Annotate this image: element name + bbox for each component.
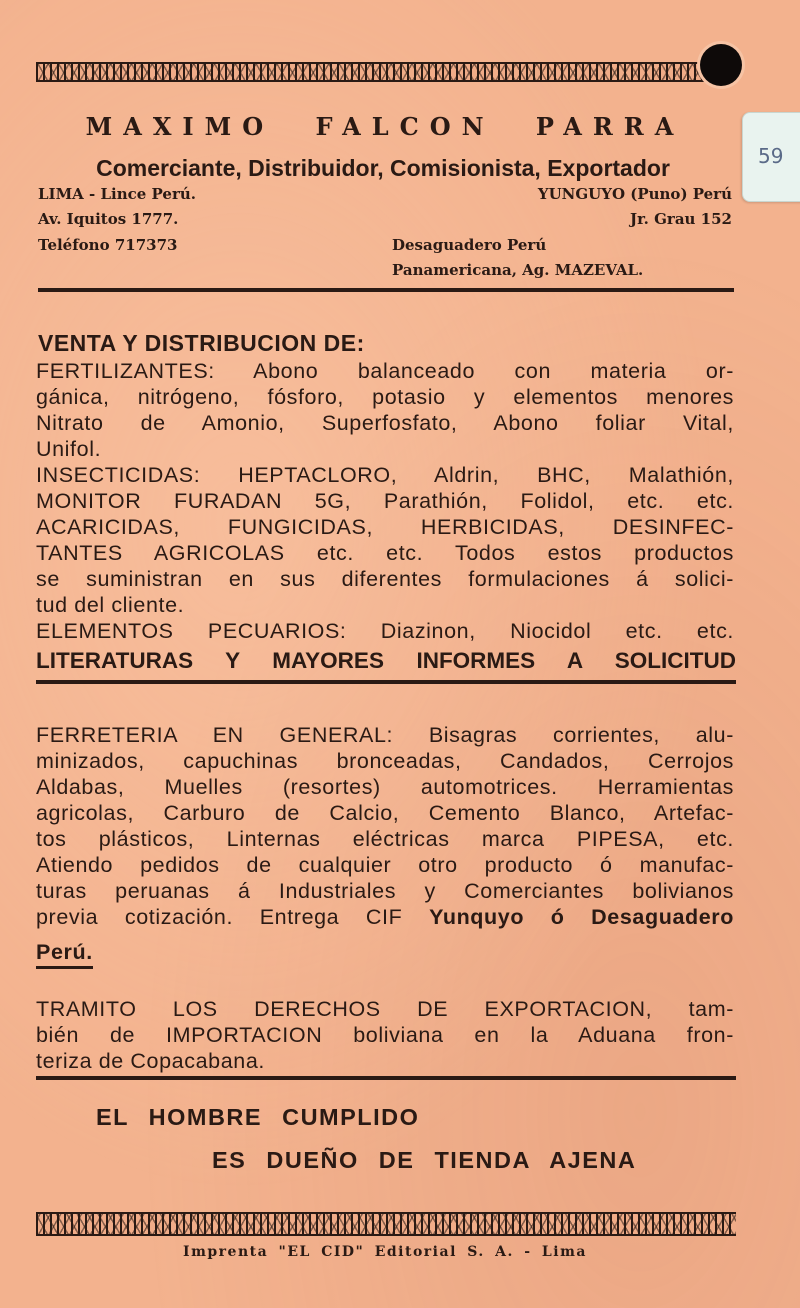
top-decorative-border — [36, 62, 736, 82]
bottom-decorative-border — [36, 1212, 736, 1236]
delivery-locations: Yunquyo ó Desaguadero — [429, 905, 734, 930]
customs-line: TRAMITO LOS DERECHOS DE EXPORTACION, tam- — [36, 997, 734, 1021]
delivery-terms: previa cotización. Entrega CIF — [36, 905, 403, 929]
motto-line-2: ES DUEÑO DE TIENDA AJENA — [212, 1147, 637, 1173]
products-line: Nitrato de Amonio, Superfosfato, Abono foliar Vital, — [36, 411, 734, 435]
products-line: MONITOR FURADAN 5G, Parathión, Folidol, etc. etc. — [36, 489, 734, 513]
header-divider — [38, 288, 734, 292]
merchant-name: MAXIMO FALCON PARRA — [85, 112, 685, 141]
products-divider — [36, 680, 736, 684]
hardware-line: Aldabas, Muelles (resortes) automotrices. Herramientas — [36, 775, 734, 799]
hardware-line: turas peruanas á Industriales y Comerciantes bolivianos — [36, 879, 734, 903]
products-line: Unifol. — [36, 437, 102, 461]
delivery-country: Perú. — [36, 940, 93, 969]
address-yunguyo-city: YUNGUYO (Puno) Perú — [537, 185, 732, 203]
products-line: INSECTICIDAS: HEPTACLORO, Aldrin, BHC, Malathión, — [36, 463, 734, 487]
hardware-line: tos plásticos, Linternas eléctricas marca PIPESA, etc. — [36, 827, 734, 851]
products-line: ACARICIDAS, FUNGICIDAS, HERBICIDAS, DESINFEC- — [36, 515, 734, 539]
hardware-line: Atiendo pedidos de cualquier otro producto ó manufac- — [36, 853, 734, 877]
hardware-line: FERRETERIA EN GENERAL: Bisagras corrientes, alu- — [36, 723, 734, 747]
hardware-final — [36, 940, 93, 965]
customs-paragraph — [36, 996, 734, 1074]
merchant-trades: Comerciante, Distribuidor, Comisionista, Exportador — [96, 155, 670, 181]
products-line: se suministran en sus diferentes formulaciones á solici- — [36, 567, 734, 591]
motto-line-1: EL HOMBRE CUMPLIDO — [96, 1104, 420, 1130]
punch-hole — [700, 44, 742, 86]
address-lima-city: LIMA - Lince Perú. — [38, 185, 196, 203]
products-heading: VENTA Y DISTRIBUCION DE: — [38, 330, 365, 356]
products-list — [36, 358, 734, 644]
printer-credit: Imprenta "EL CID" Editorial S. A. - Lima — [183, 1244, 587, 1260]
customs-line: bién de IMPORTACION boliviana en la Aduana fron- — [36, 1023, 734, 1047]
customs-line: teriza de Copacabana. — [36, 1049, 265, 1073]
products-line: ELEMENTOS PECUARIOS: Diazinon, Niocidol etc. etc. — [36, 619, 734, 643]
address-lima-phone: Teléfono 717373 — [38, 236, 178, 254]
hardware-line: agricolas, Carburo de Calcio, Cemento Blanco, Artefac- — [36, 801, 734, 825]
literature-request: LITERATURAS Y MAYORES INFORMES A SOLICITUD — [36, 648, 736, 673]
products-line: FERTILIZANTES: Abono balanceado con materia or- — [36, 359, 734, 383]
address-lima-street: Av. Iquitos 1777. — [38, 210, 179, 228]
address-desaguadero: Desaguadero Perú — [392, 236, 547, 254]
products-line: TANTES AGRICOLAS etc. etc. Todos estos productos — [36, 541, 734, 565]
hardware-line: minizados, capuchinas bronceadas, Candados, Cerrojos — [36, 749, 734, 773]
catalog-number: 59 — [758, 144, 784, 168]
products-line: gánica, nitrógeno, fósforo, potasio y elementos menores — [36, 385, 734, 409]
customs-divider — [36, 1076, 736, 1080]
products-line: tud del cliente. — [36, 593, 185, 617]
address-panamericana: Panamericana, Ag. MAZEVAL. — [392, 261, 644, 279]
hardware-line-delivery — [36, 904, 734, 930]
hardware-paragraph — [36, 722, 734, 930]
address-yunguyo-street: Jr. Grau 152 — [630, 210, 732, 228]
